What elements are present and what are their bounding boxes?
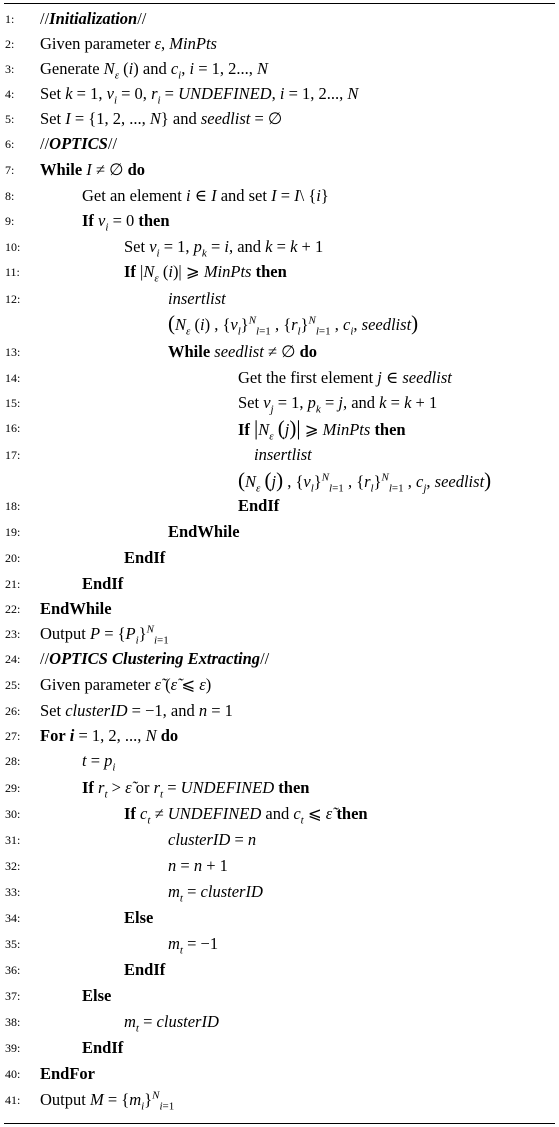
algorithm-line <box>0 259 559 285</box>
line-code: If $v_i = 0$ then <box>82 211 170 234</box>
line-number: 21: <box>5 577 21 591</box>
line-number: 6: <box>5 137 15 151</box>
algorithm-line <box>0 748 559 774</box>
algorithm-line <box>0 853 559 879</box>
line-number: 30: <box>5 807 21 821</box>
line-number: 11: <box>5 265 20 279</box>
line-number: 17: <box>5 448 21 462</box>
top-rule <box>4 3 555 4</box>
line-number: 7: <box>5 163 15 177</box>
line-code: n = n + 1 <box>168 856 228 875</box>
line-code: Else <box>82 986 112 1005</box>
line-number: 39: <box>5 1041 21 1055</box>
line-number: 27: <box>5 729 21 743</box>
algorithm-line <box>0 1035 559 1061</box>
line-code: EndFor <box>40 1064 96 1083</box>
algorithm-line <box>0 983 559 1009</box>
algorithm-line <box>0 801 559 827</box>
bottom-rule <box>4 1123 555 1124</box>
line-number: 41: <box>5 1093 21 1107</box>
line-number: 33: <box>5 885 21 899</box>
line-number: 20: <box>5 551 21 565</box>
line-code: Set k = 1, $v_i = 0$, $r_i$ = UNDEFINED, i = 1, 2..., N <box>40 84 359 107</box>
algorithm-line <box>0 1061 559 1087</box>
algorithm-line <box>0 390 559 416</box>
algorithm-line <box>0 1009 559 1035</box>
line-code: If $r_t$ > ε̃ or $r_t$ = UNDEFINED then <box>82 778 310 801</box>
line-code: If $|N_\varepsilon$ (i)| ⩾ MinPts then <box>124 262 287 285</box>
line-number: 5: <box>5 112 15 126</box>
line-code: While I ≠ ∅ do <box>40 160 146 179</box>
algorithm-line <box>0 646 559 672</box>
line-code: ($N_\varepsilon$ (j) , $\{v_l\}^N_{l=1}$ , $\{r_l\}^N_{l=1}$ , $c_j$, seedlist) <box>238 468 492 495</box>
line-code: EndIf <box>124 548 166 567</box>
line-number: 37: <box>5 989 21 1003</box>
line-number: 38: <box>5 1015 21 1029</box>
algorithm-line <box>0 6 559 32</box>
algorithm-line <box>0 131 559 157</box>
line-number: 31: <box>5 833 21 847</box>
line-number: 28: <box>5 754 21 768</box>
algorithm-line <box>0 208 559 234</box>
line-number: 40: <box>5 1067 21 1081</box>
line-code: insertlist <box>254 445 312 464</box>
algorithm-line <box>0 31 559 57</box>
line-code: Output $M = \{m_i\}^N_{i=1}$ <box>40 1089 175 1113</box>
line-number: 12: <box>5 292 21 306</box>
algorithm-line <box>0 545 559 571</box>
line-number: 3: <box>5 62 15 76</box>
algorithm-line <box>0 442 559 468</box>
line-code: Get the first element j ∈ seedlist <box>238 368 452 387</box>
line-number: 22: <box>5 602 21 616</box>
line-code: EndWhile <box>168 522 240 541</box>
line-code: $t = p_i$ <box>82 751 116 774</box>
line-code: Set $v_j = 1$, $p_k = j$, and k = k + 1 <box>238 393 438 416</box>
line-number: 8: <box>5 189 15 203</box>
line-code: insertlist <box>168 289 226 308</box>
line-number: 14: <box>5 371 21 385</box>
algorithm-line <box>0 879 559 905</box>
line-code: ($N_\varepsilon$ (i) , $\{v_l\}^N_{l=1}$ , $\{r_l\}^N_{l=1}$ , $c_i$, seedlist) <box>168 311 419 338</box>
line-number: 15: <box>5 396 21 410</box>
line-code: $m_t$ = clusterID <box>168 882 263 905</box>
line-code: Set $v_i = 1$, $p_k = i$, and k = k + 1 <box>124 237 324 260</box>
line-code: EndIf <box>124 960 166 979</box>
line-number: 2: <box>5 37 15 51</box>
line-code: EndIf <box>82 1038 124 1057</box>
line-code: While seedlist ≠ ∅ do <box>168 342 318 361</box>
algorithm-line <box>0 81 559 107</box>
line-number: 36: <box>5 963 21 977</box>
line-number: 32: <box>5 859 21 873</box>
line-number: 29: <box>5 781 21 795</box>
line-number: 34: <box>5 911 21 925</box>
algorithm-line <box>0 493 559 519</box>
algorithm-line <box>0 106 559 132</box>
line-code: Set clusterID = −1, and n = 1 <box>40 701 233 720</box>
line-code: If $|N_\varepsilon$ (j)| ⩾ MinPts then <box>238 416 406 443</box>
algorithm-line <box>0 621 559 647</box>
line-number: 4: <box>5 87 15 101</box>
line-code: $m_t$ = clusterID <box>124 1012 219 1035</box>
line-code: //Initialization// <box>40 9 147 28</box>
algorithm-line <box>0 519 559 545</box>
line-code: //OPTICS Clustering Extracting// <box>40 649 270 668</box>
line-code: Output $P = \{P_i\}^N_{i=1}$ <box>40 623 169 647</box>
algorithm-line <box>0 723 559 749</box>
line-number: 9: <box>5 214 15 228</box>
line-code: EndIf <box>82 574 124 593</box>
line-number: 24: <box>5 652 21 666</box>
line-number: 13: <box>5 345 21 359</box>
line-number: 19: <box>5 525 21 539</box>
algorithm-line <box>0 310 559 336</box>
algorithm-line <box>0 698 559 724</box>
algorithm-line <box>0 905 559 931</box>
line-number: 16: <box>5 421 21 435</box>
line-code: clusterID = n <box>168 830 257 849</box>
algorithm-line <box>0 931 559 957</box>
algorithm-line <box>0 183 559 209</box>
line-number: 25: <box>5 678 21 692</box>
algorithm-line <box>0 775 559 801</box>
line-code: If $c_t$ ≠ UNDEFINED and $c_t$ ⩽ ε̃ then <box>124 804 368 827</box>
algorithm-line <box>0 467 559 493</box>
line-number: 1: <box>5 12 15 26</box>
line-code: Else <box>124 908 154 927</box>
line-code: Given parameter ε̃ (ε̃ ⩽ ε) <box>40 675 212 694</box>
line-code: EndWhile <box>40 599 112 618</box>
algorithm-line <box>0 286 559 312</box>
algorithm-line <box>0 672 559 698</box>
algorithm-line <box>0 571 559 597</box>
algorithm-line <box>0 596 559 622</box>
line-number: 10: <box>5 240 21 254</box>
line-code: //OPTICS// <box>40 134 118 153</box>
algorithm-line <box>0 415 559 441</box>
algorithm-line <box>0 339 559 365</box>
line-number: 18: <box>5 499 21 513</box>
algorithm-line <box>0 365 559 391</box>
line-code: $m_t = -1$ <box>168 934 219 957</box>
line-number: 35: <box>5 937 21 951</box>
algorithm-line <box>0 234 559 260</box>
line-code: Get an element i ∈ I and set I = I\ {i} <box>82 186 329 205</box>
algorithm-line <box>0 157 559 183</box>
algorithm-line <box>0 827 559 853</box>
algorithm-line <box>0 1087 559 1113</box>
algorithm-line <box>0 957 559 983</box>
line-number: 26: <box>5 704 21 718</box>
line-code: Given parameter ε, MinPts <box>40 34 217 53</box>
line-code: Set I = {1, 2, ..., N} and seedlist = ∅ <box>40 109 283 128</box>
algorithm-line <box>0 56 559 82</box>
line-code: Generate $N_\varepsilon$ (i) and $c_i$, i = 1, 2..., N <box>40 59 269 82</box>
line-number: 23: <box>5 627 21 641</box>
line-code: For i = 1, 2, ..., N do <box>40 726 179 745</box>
line-code: EndIf <box>238 496 280 515</box>
